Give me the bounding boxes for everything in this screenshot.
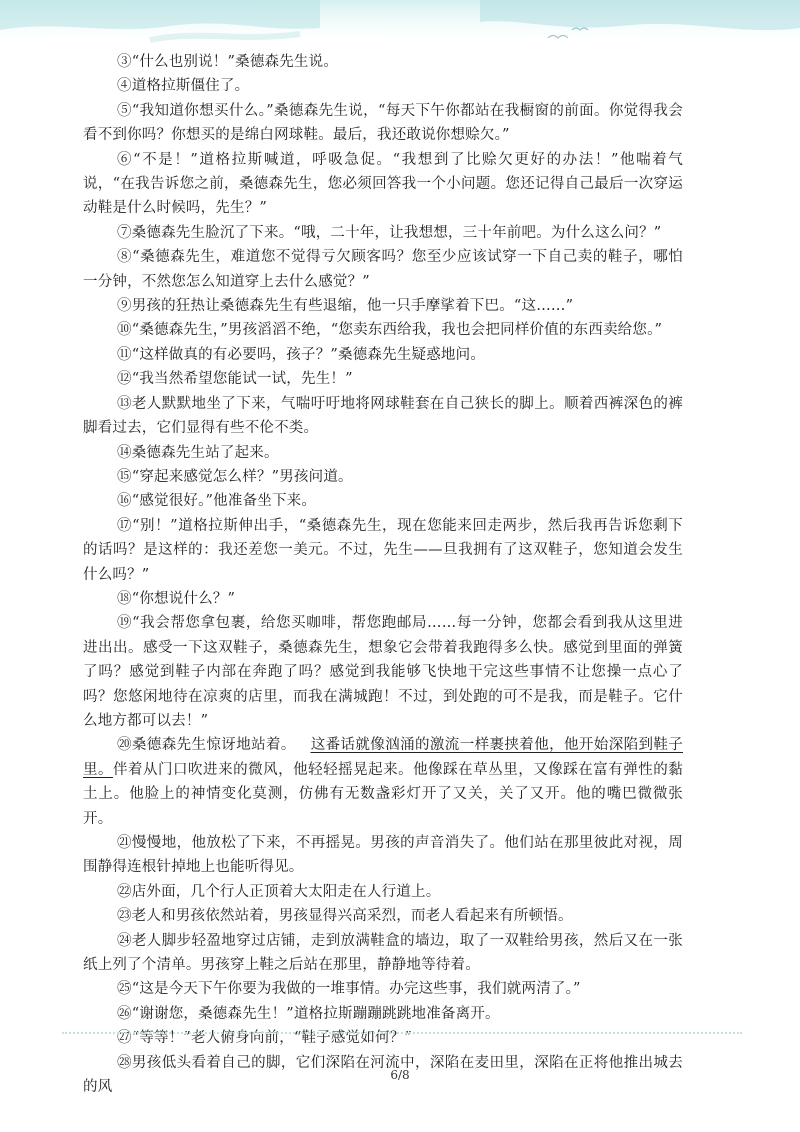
paragraph-28: ㉘男孩低头看着自己的脚，它们深陷在河流中，深陷在麦田里，深陷在正将他推出城去的风 [83,1054,683,1096]
paragraph-21: ㉑慢慢地，他放松了下来，不再摇晃。男孩的声音消失了。他们站在那里彼此对视，周围静得连根针掉地上也能听得见。 [83,835,683,876]
page-number: 6/8 [390,1068,410,1082]
underlined-sentence: 这番话就像汹涌的激流一样裹挟着他，他开始深陷到鞋子里。 [83,737,683,778]
paragraph-20-rest: 伴着从门口吹进来的微风，他轻轻摇晃起来。他像踩在草丛里，又像踩在富有弹性的黏土上。他脸上的神情变化莫测，仿佛有无数盏彩灯开了又关，关了又开。他的嘴巴微微张开。 [83,761,683,827]
paragraph-5: ⑤“我知道你想买什么。”桑德森先生说，“每天下午你都站在我橱窗的前面。你觉得我会看不到你吗？你想买的是绵白网球鞋。最后，我还敢说你想赊欠。” [83,102,683,144]
paragraph-24: ㉔老人脚步轻盈地穿过店铺，走到放满鞋盒的墙边，取了一双鞋给男孩，然后又在一张纸上列了个清单。男孩穿上鞋之后站在那里，静静地等待着。 [83,932,683,974]
paragraph-8: ⑧“桑德森先生，难道您不觉得亏欠顾客吗？您至少应该试穿一下自己卖的鞋子，哪怕一分钟，不然您怎么知道穿上去什么感觉？” [83,249,683,290]
article-body [83,50,683,1099]
paragraph-9: ⑨男孩的狂热让桑德森先生有些退缩，他一只手摩挲着下巴。“这……” [117,298,574,315]
paragraph-18: ⑱“你想说什么？” [117,590,236,607]
paragraph-3: ③“什么也别说！”桑德森先生说。 [117,54,339,70]
paragraph-14: ⑭桑德森先生站了起来。 [117,444,279,461]
paragraph-13: ⑬老人默默地坐了下来，气喘吁吁地将网球鞋套在自己狭长的脚上。顺着西裤深色的裤脚看过去，它们显得有些不伦不类。 [83,395,683,437]
paragraph-11: ⑪“这样做真的有必要吗，孩子？”桑德森先生疑惑地问。 [117,346,486,363]
paragraph-4: ④道格拉斯僵住了。 [117,78,250,95]
paragraph-7: ⑦桑德森先生脸沉了下来。“哦，二十年，让我想想，三十年前吧。为什么这么问？” [117,224,662,241]
paragraph-17: ⑰“别！”道格拉斯伸出手，“桑德森先生，现在您能来回走两步，然后我再告诉您剩下的话吗？是这样的：我还差您一美元。不过，先生——旦我拥有了这双鞋子，您知道会发生什么吗？” [83,517,683,583]
paragraph-19: ⑲“我会帮您拿包裹，给您买咖啡，帮您跑邮局……每一分钟，您都会看到我从这里进进出出。感受一下这双鞋子，桑德森先生，想象它会带着我跑得多么快。感觉到里面的弹簧了吗？感觉到鞋子内部在奔跑了吗？感觉到我能够飞快地干完这些事情不让您操一点心了吗？您悠闲地待在凉爽的店里，而我在满城跑！不过，到处跑的可不是我，而是鞋子。它什么地方都可以去！” [83,615,683,729]
paragraph-12: ⑫“我当然希望您能试一试，先生！” [117,371,353,388]
paragraph-23: ㉓老人和男孩依然站着，男孩显得兴高采烈，而老人看起来有所顿悟。 [117,908,573,925]
paragraph-16: ⑯“感觉很好。”他准备坐下来。 [117,493,317,510]
paragraph-20 [83,733,683,831]
footer-divider [62,1032,742,1034]
paragraph-20-lead: ⑳桑德森先生惊讶地站着。 [117,737,296,754]
paragraph-25: ㉕“这是今天下午你要为我做的一堆事情。办完这些事，我们就两清了。” [117,981,581,998]
paragraph-15: ⑮“穿起来感觉怎么样？”男孩问道。 [117,468,353,485]
paragraph-27: ㉗“等等！”老人俯身向前，“鞋子感觉如何？” [117,1030,413,1047]
paragraph-6: ⑥“不是！”道格拉斯喊道，呼吸急促。“我想到了比赊欠更好的办法！”他喘着气说，“在我告诉您之前，桑德森先生，您必须回答我一个小问题。您还记得自己最后一次穿运动鞋是什么时候吗，先生？” [83,151,683,217]
paragraph-10: ⑩“桑德森先生，”男孩滔滔不绝，“您卖东西给我，我也会把同样价值的东西卖给您。” [117,322,663,339]
paragraph-22: ㉒店外面，几个行人正顶着大太阳走在人行道上。 [117,883,441,900]
paragraph-26: ㉖“谢谢您，桑德森先生！”道格拉斯蹦蹦跳跳地准备离开。 [117,1005,500,1022]
